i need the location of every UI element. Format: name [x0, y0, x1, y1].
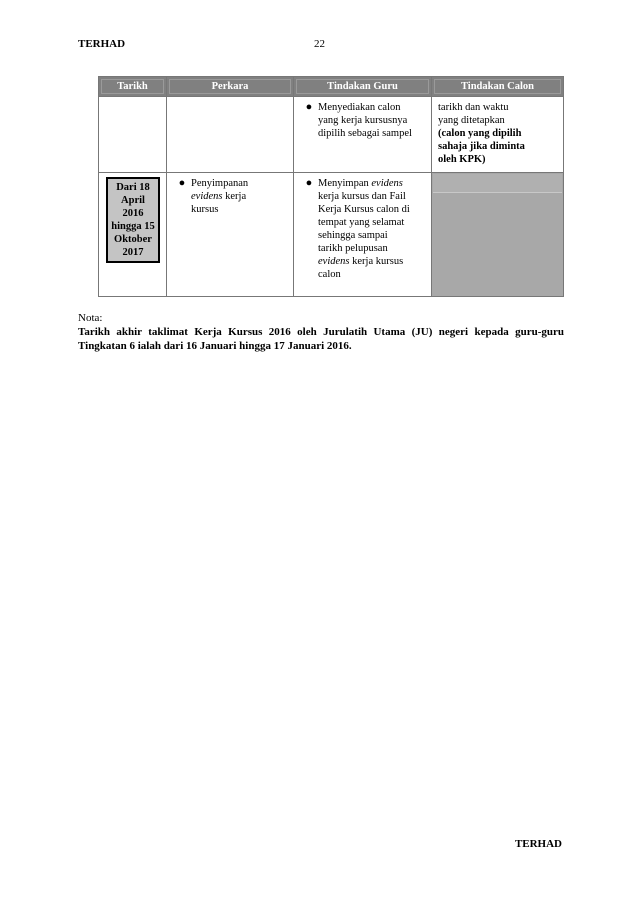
cell-tindakan-calon [432, 97, 564, 173]
calon-line-bold: sahaja jika diminta [438, 141, 525, 152]
bullet-icon: ● [178, 177, 186, 189]
note-label: Nota: [78, 312, 103, 324]
guru-line: Menyediakan calon [318, 102, 401, 113]
table-header-row [99, 77, 564, 97]
cell-perkara: ● Penyimpanan evidens kerja kursus [167, 173, 294, 297]
schedule-table [98, 76, 564, 297]
cell-tarikh-empty [99, 97, 167, 173]
calon-line-bold: oleh KPK) [438, 154, 486, 165]
guru-line: yang kerja kursusnya [318, 115, 408, 126]
column-header-tarikh: Tarikh [99, 77, 167, 97]
calon-line: tarikh dan waktu [438, 102, 509, 113]
table-row [99, 173, 564, 297]
shaded-band [433, 174, 562, 193]
cell-tarikh [99, 173, 167, 297]
note-text: Tarikh akhir taklimat Kerja Kursus 2016 oleh Jurulatih Utama (JU) negeri kepada guru-guru Tingkatan 6 ialah dari 16 Januari hingga 17 Januari 2016. [78, 326, 564, 352]
date-range-box: Dari 18 April 2016 hingga 15 Oktober 2017 [106, 177, 160, 263]
calon-line: yang ditetapkan [438, 115, 505, 126]
bullet-icon: ● [305, 177, 313, 189]
footer-classification: TERHAD [514, 838, 562, 850]
bullet-icon: ● [305, 101, 313, 113]
column-header-tindakan-guru: Tindakan Guru [294, 77, 432, 97]
column-header-tindakan-calon: Tindakan Calon [432, 77, 564, 97]
guru-line: dipilih sebagai sampel [318, 128, 412, 139]
page-number: 22 [314, 38, 325, 50]
column-header-perkara: Perkara [167, 77, 294, 97]
calon-line-bold: (calon yang dipilih [438, 128, 522, 139]
note-section [78, 311, 564, 353]
cell-tindakan-guru [294, 97, 432, 173]
cell-tindakan-guru: ● Menyimpan evidens kerja kursus dan Fail Kerja Kursus calon di tempat yang selamat sehingga sampai tarikh pelupusan evidens kerja kursus calon [294, 173, 432, 297]
table-row [99, 97, 564, 173]
cell-tindakan-calon-shaded [432, 173, 564, 297]
header-classification: TERHAD [78, 38, 126, 50]
cell-perkara-empty [167, 97, 294, 173]
